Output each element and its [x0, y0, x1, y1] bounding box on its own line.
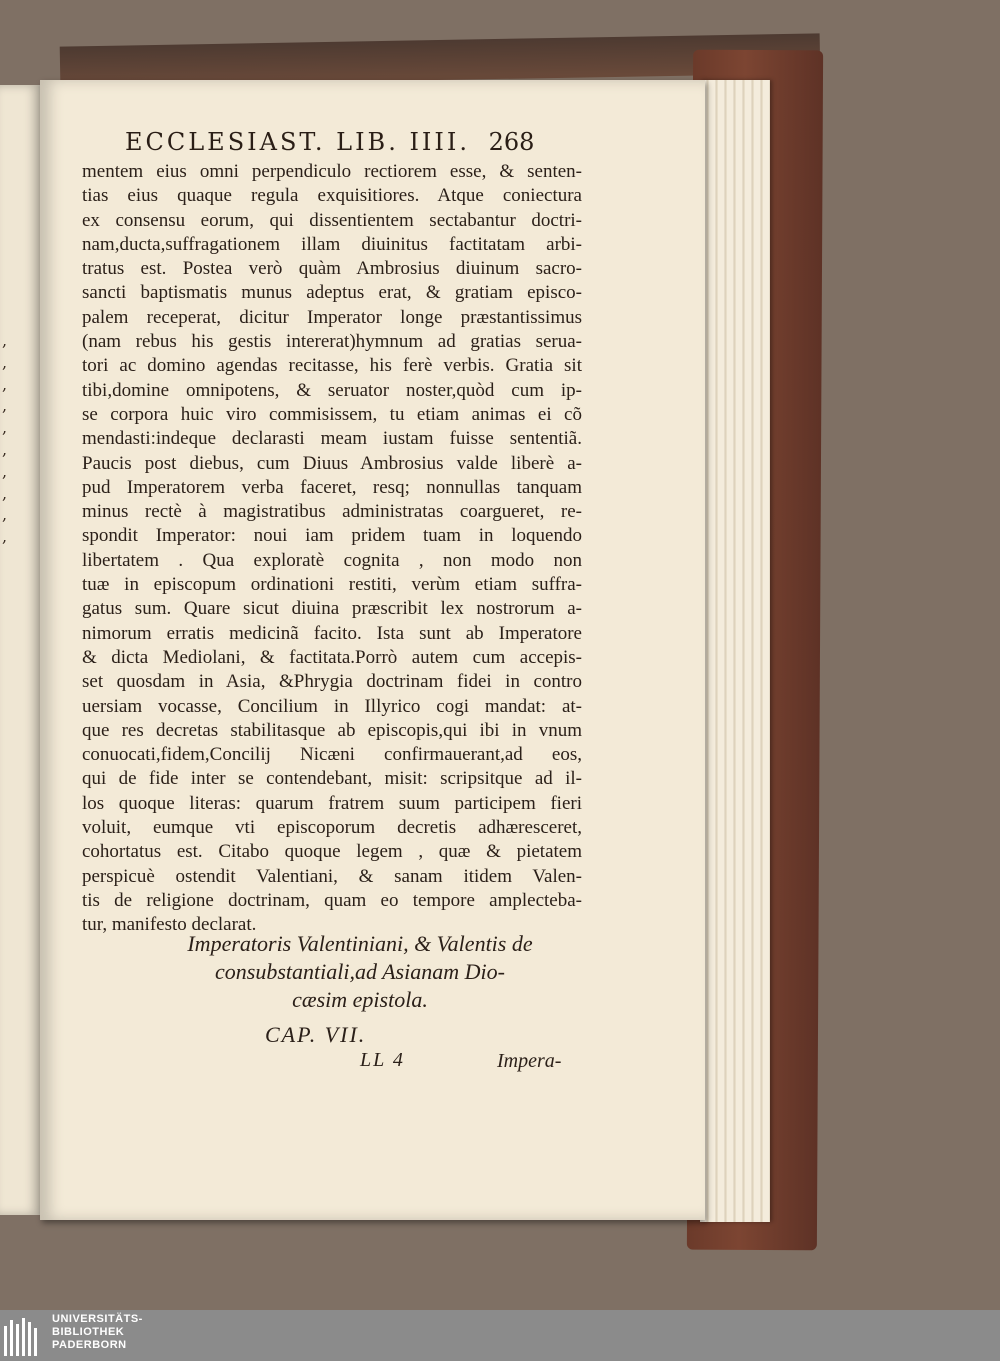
left-margin-marks	[2, 330, 16, 548]
text-line: libertatem . Qua exploratè cognita , non modo non	[82, 549, 582, 571]
text-line: & dicta Mediolani, & factitata.Porrò autem cum accepis-	[82, 646, 582, 668]
text-line: tur, manifesto declarat.	[82, 914, 257, 936]
library-name-line: BIBLIOTHEK	[52, 1326, 125, 1338]
running-head	[125, 128, 575, 156]
library-name	[52, 1313, 143, 1352]
text-line: Paucis post diebus, cum Diuus Ambrosius valde liberè a-	[82, 452, 582, 474]
margin-mark: ,	[2, 352, 8, 372]
text-line: gatus sum. Quare sicut diuina præscribit lex nostrorum a-	[82, 598, 582, 620]
text-line: pud Imperatorem verba faceret, resq; nonnullas tanquam	[82, 476, 582, 498]
text-line: perspicuè ostendit Valentiani, & sanam itidem Valen-	[82, 865, 582, 887]
library-logo-icon	[4, 1318, 44, 1356]
text-line: tori ac domino agendas recitasse, his ferè verbis. Gratia sit	[82, 355, 582, 377]
folio-number: 268	[488, 128, 535, 156]
chapter-heading-line: consubstantiali,ad Asianam Dio-	[215, 959, 505, 984]
left-page-edge	[0, 85, 40, 1215]
margin-mark: ,	[2, 374, 8, 394]
text-line: tuæ in episcopum ordinationi restiti, verùm etiam suffra-	[82, 574, 582, 596]
chapter-number: CAP. VII.	[265, 1022, 367, 1047]
text-line: mendasti:indeque declarasti meam iustam fuisse sententiã.	[82, 428, 582, 450]
text-line: ex consensu eorum, qui dissentientem sectabantur doctri-	[82, 209, 582, 231]
margin-mark: ,	[2, 461, 8, 481]
text-line: tibi,domine omnipotens, & seruator noster,quòd cum ip-	[82, 379, 582, 401]
text-line: tratus est. Postea verò quàm Ambrosius diuinum sacro-	[82, 258, 582, 280]
margin-mark: ,	[2, 527, 8, 547]
chapter-heading-line: Imperatoris Valentiniani, & Valentis de	[187, 931, 533, 956]
catchword: Impera-	[497, 1050, 562, 1072]
text-line: se corpora huic viro commisissem, tu etiam animas ei cõ	[82, 403, 582, 425]
text-line: (nam rebus his gestis intererat)hymnum ad gratias serua-	[82, 331, 582, 353]
text-line: set quosdam in Asia, &Phrygia doctrinam fidei in contro	[82, 671, 582, 693]
text-line: voluit, eumque vti episcoporum decretis adhæresceret,	[82, 817, 582, 839]
text-line: que res decretas stabilitasque ab episcopis,qui ibi in vnum	[82, 719, 582, 741]
margin-mark: ,	[2, 439, 8, 459]
margin-mark: ,	[2, 331, 8, 350]
text-line: palem receperat, dicitur Imperator longe præstantissimus	[82, 306, 582, 328]
text-line: uersiam vocasse, Concilium in Illyrico cogi mandat: at-	[82, 695, 582, 717]
text-line: cohortatus est. Citabo quoque legem , quæ & pietatem	[82, 841, 582, 863]
signature-mark: LL 4	[360, 1049, 405, 1071]
margin-mark: ,	[2, 396, 8, 416]
chapter-heading-line: cæsim epistola.	[292, 987, 428, 1012]
library-name-line: UNIVERSITÄTS-	[52, 1313, 143, 1325]
running-head-title: ECCLESIAST. LIB. IIII.	[125, 128, 470, 156]
margin-mark: ,	[2, 418, 8, 438]
text-line: minus rectè à magistratibus administratas coargueret, re-	[82, 501, 582, 523]
text-line: qui de fide inter se contendebant, misit: scripsitque ad il-	[82, 768, 582, 790]
chapter-heading	[140, 930, 580, 1014]
text-line: nam,ducta,suffragationem illam diuinitus factitatam arbi-	[82, 233, 582, 255]
text-line: tias eius quaque regula exquisitiores. Atque coniectura	[82, 185, 582, 207]
text-line: spondit Imperator: noui iam pridem tuam in loquendo	[82, 525, 582, 547]
margin-mark: ,	[2, 505, 8, 525]
text-line: sancti baptismatis munus adeptus erat, & gratiam episco-	[82, 282, 582, 304]
text-line: conuocati,fidem,Concilij Nicæni confirmauerant,ad eos,	[82, 744, 582, 766]
margin-mark: ,	[2, 483, 8, 503]
library-name-line: PADERBORN	[52, 1339, 127, 1351]
text-line: nimorum erratis medicinã facito. Ista sunt ab Imperatore	[82, 622, 582, 644]
text-line: tis de religione doctrinam, quam eo tempore amplecteba-	[82, 889, 582, 911]
body-text	[82, 160, 582, 938]
page-edges	[700, 80, 770, 1222]
library-footer	[0, 1310, 1000, 1361]
text-line: mentem eius omni perpendiculo rectiorem esse, & senten-	[82, 161, 582, 182]
text-line: los quoque literas: quarum fratrem suum participem fieri	[82, 792, 582, 814]
